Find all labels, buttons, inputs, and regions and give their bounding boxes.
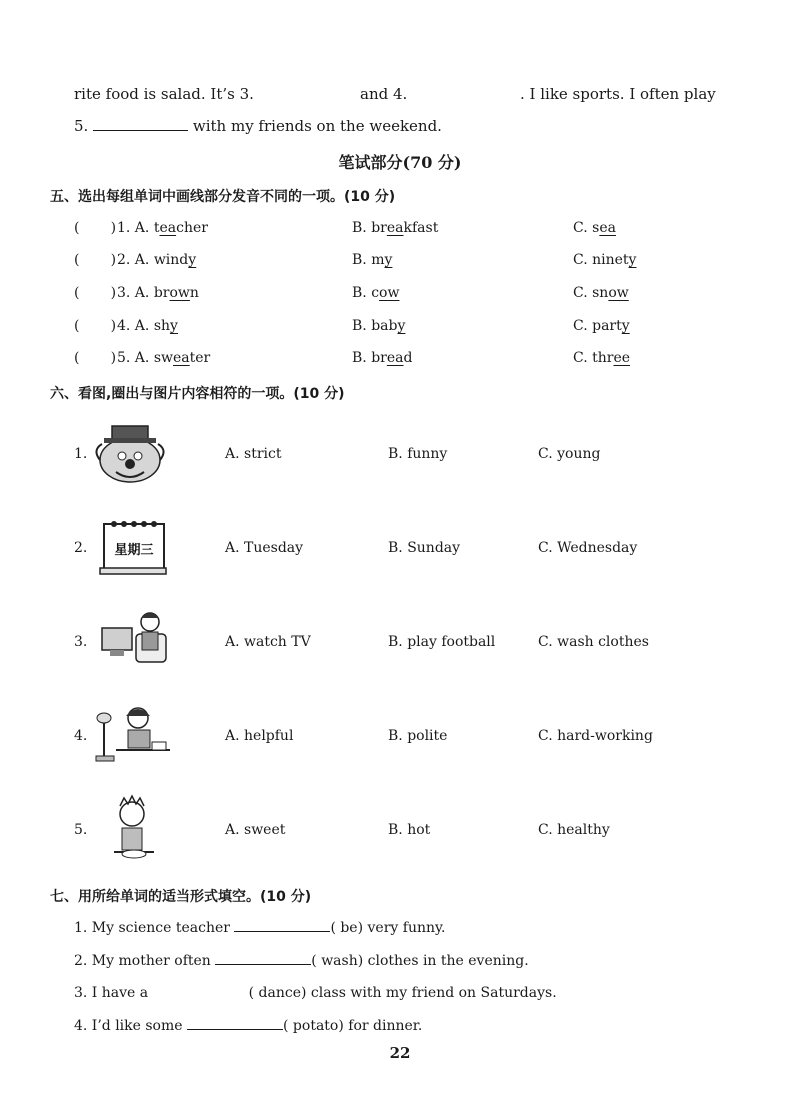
item-number: 2. <box>74 540 88 556</box>
word-part: cher <box>176 220 208 236</box>
listening-line-1a: rite food is salad. It’s 3. <box>74 85 254 103</box>
choice-b[interactable]: B. hot <box>388 822 431 838</box>
sentence-end: clothes in the evening. <box>367 953 529 969</box>
answer-blank[interactable] <box>234 918 330 932</box>
fill-in-row <box>74 1016 422 1034</box>
word-hint: ( potato) <box>283 1018 344 1034</box>
sentence-start: 4. I’d like some <box>74 1018 183 1034</box>
choice-b[interactable]: B. Sunday <box>388 540 461 556</box>
clown-picture <box>88 420 172 486</box>
sentence-start: 3. I have a <box>74 985 149 1001</box>
answer-paren[interactable]: ( ) <box>74 252 117 268</box>
option-b[interactable] <box>352 350 412 366</box>
choice-c[interactable]: C. hard-working <box>538 728 653 744</box>
option-label: B. <box>352 285 367 301</box>
underlined-part: ea <box>386 350 404 366</box>
choice-a[interactable]: A. Tuesday <box>225 540 304 556</box>
sentence-end: class with my friend on Saturdays. <box>310 985 557 1001</box>
choice-b[interactable]: B. play football <box>388 634 496 650</box>
choice-a[interactable]: A. watch TV <box>225 634 311 650</box>
option-b[interactable] <box>352 285 399 301</box>
option-label: C. <box>573 285 588 301</box>
boy-watching-tv-picture <box>100 606 172 668</box>
underlined-part: ea <box>599 220 616 236</box>
section-6-title: 六、看图,圈出与图片内容相符的一项。(10 分) <box>50 386 345 402</box>
option-c[interactable] <box>573 350 630 366</box>
word-part: br <box>371 220 387 236</box>
option-a[interactable] <box>117 350 210 366</box>
option-label: B. <box>352 350 367 366</box>
word-part: bab <box>371 318 398 334</box>
item-number: 1. <box>74 446 88 462</box>
answer-blank[interactable] <box>215 951 311 965</box>
word-part: thr <box>592 350 614 366</box>
fill-in-row <box>74 918 446 936</box>
word-part: br <box>371 350 387 366</box>
sentence-end: for dinner. <box>348 1018 423 1034</box>
written-part-title: 笔试部分(70 分) <box>338 153 462 172</box>
word-part: sw <box>153 350 173 366</box>
underlined-part: y <box>621 318 630 334</box>
choice-c[interactable]: C. wash clothes <box>538 634 649 650</box>
word-hint: ( wash) <box>311 953 364 969</box>
listening-line-1b: and 4. <box>360 85 408 103</box>
option-b[interactable] <box>352 252 392 268</box>
option-label: C. <box>573 220 588 236</box>
answer-blank[interactable] <box>93 117 188 131</box>
answer-paren[interactable]: ( ) <box>74 285 117 301</box>
item-number: 5. <box>74 822 88 838</box>
underlined-part: ow <box>169 285 190 301</box>
word-part: sn <box>592 285 609 301</box>
fill-in-row <box>74 984 557 1001</box>
underlined-part: ee <box>613 350 631 366</box>
calendar-picture <box>98 516 170 578</box>
underlined-part: ow <box>379 285 400 301</box>
section-7-title: 七、用所给单词的适当形式填空。(10 分) <box>50 889 312 905</box>
item-number: 1. A. <box>117 220 150 236</box>
word-part: s <box>592 220 600 236</box>
section-5-title: 五、选出每组单词中画线部分发音不同的一项。(10 分) <box>50 189 396 205</box>
word-part: wind <box>153 252 189 268</box>
answer-blank[interactable] <box>153 984 249 997</box>
item-number: 4. A. <box>117 318 150 334</box>
choice-c[interactable]: C. young <box>538 446 601 462</box>
underlined-part: ea <box>386 220 404 236</box>
answer-paren[interactable]: ( ) <box>74 220 117 236</box>
word-part: sh <box>153 318 171 334</box>
option-b[interactable] <box>352 220 438 236</box>
answer-paren[interactable]: ( ) <box>74 318 117 334</box>
option-c[interactable] <box>573 318 630 334</box>
listening-line-2 <box>74 117 442 135</box>
word-part: t <box>153 220 160 236</box>
word-part: kfast <box>403 220 439 236</box>
choice-b[interactable]: B. polite <box>388 728 448 744</box>
option-a[interactable] <box>117 220 208 236</box>
word-hint: ( be) <box>330 920 364 936</box>
choice-b[interactable]: B. funny <box>388 446 448 462</box>
underlined-part: ow <box>608 285 629 301</box>
page-number: 22 <box>389 1044 411 1062</box>
option-label: C. <box>573 350 588 366</box>
option-a[interactable] <box>117 285 199 301</box>
boy-eating-picture <box>104 792 164 864</box>
line-text: with my friends on the weekend. <box>192 117 442 135</box>
option-label: B. <box>352 220 367 236</box>
answer-blank[interactable] <box>187 1016 283 1030</box>
option-c[interactable] <box>573 252 636 268</box>
word-part: c <box>371 285 380 301</box>
option-c[interactable] <box>573 285 629 301</box>
calendar-label: 星期三 <box>114 543 154 558</box>
underlined-part: y <box>628 252 637 268</box>
sentence-end: very funny. <box>367 920 446 936</box>
underlined-part: y <box>170 318 178 334</box>
choice-c[interactable]: C. healthy <box>538 822 610 838</box>
option-a[interactable] <box>117 252 196 268</box>
underlined-part: y <box>397 318 406 334</box>
word-part: n <box>189 285 199 301</box>
answer-paren[interactable]: ( ) <box>74 350 117 366</box>
girl-studying-picture <box>92 700 172 764</box>
word-part: part <box>592 318 622 334</box>
word-part: d <box>403 350 413 366</box>
item-number: 3. A. <box>117 285 150 301</box>
option-a[interactable] <box>117 318 178 334</box>
item-number: 2. A. <box>117 252 150 268</box>
option-label: C. <box>573 318 588 334</box>
listening-line-1c: . I like sports. I often play <box>520 85 716 103</box>
choice-a[interactable]: A. helpful <box>225 728 294 744</box>
choice-c[interactable]: C. Wednesday <box>538 540 638 556</box>
underlined-part: ea <box>159 220 177 236</box>
word-hint: ( dance) <box>248 985 307 1001</box>
underlined-part: ea <box>173 350 190 366</box>
item-number: 5. A. <box>117 350 150 366</box>
underlined-part: y <box>188 252 197 268</box>
fill-in-row <box>74 951 529 969</box>
item-number: 3. <box>74 634 88 650</box>
sentence-start: 2. My mother often <box>74 953 211 969</box>
item-number: 4. <box>74 728 88 744</box>
option-c[interactable] <box>573 220 616 236</box>
word-part: ninet <box>592 252 629 268</box>
sentence-start: 1. My science teacher <box>74 920 230 936</box>
word-part: m <box>371 252 385 268</box>
word-part: br <box>153 285 170 301</box>
choice-a[interactable]: A. sweet <box>225 822 286 838</box>
option-label: B. <box>352 318 367 334</box>
option-b[interactable] <box>352 318 405 334</box>
underlined-part: y <box>384 252 393 268</box>
choice-a[interactable]: A. strict <box>225 446 282 462</box>
question-number: 5. <box>74 117 89 135</box>
option-label: C. <box>573 252 588 268</box>
word-part: ter <box>189 350 211 366</box>
option-label: B. <box>352 252 367 268</box>
